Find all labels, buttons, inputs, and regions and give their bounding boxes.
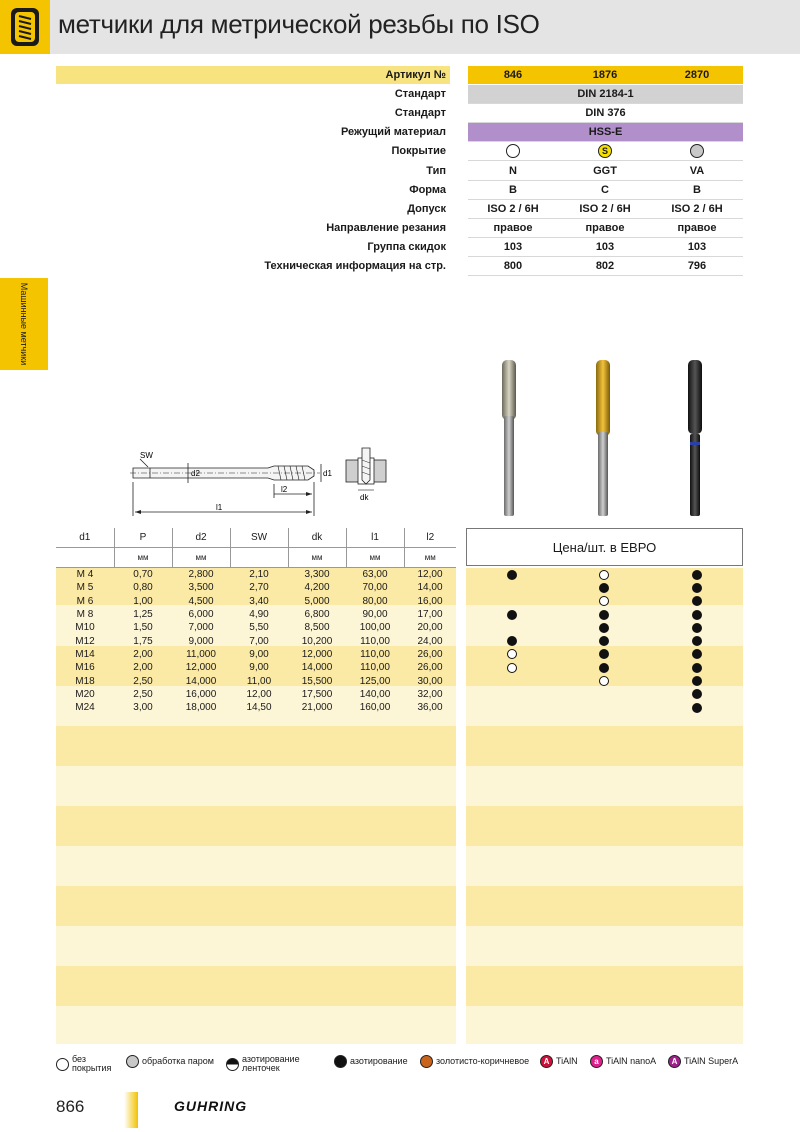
spec-label: Артикул №: [56, 66, 450, 84]
spec-label: Допуск: [407, 202, 446, 215]
table-cell: 9,00: [249, 662, 269, 674]
legend-label: без покрытия: [72, 1054, 112, 1073]
table-cell: 2,10: [249, 569, 269, 581]
spec-value: 103: [595, 240, 615, 253]
spec-value: 796: [687, 260, 707, 272]
table-cell: 70,00: [362, 582, 388, 594]
spec-label: Форма: [409, 183, 446, 196]
row-separator: [468, 275, 743, 276]
column-header: d2: [172, 528, 230, 548]
table-cell: 2,50: [133, 675, 153, 687]
legend-halfblack-circle-icon: [226, 1058, 239, 1071]
table-band: [56, 806, 456, 846]
table-cell: 12,00: [246, 688, 272, 700]
column-header: l2: [404, 528, 456, 548]
table-cell: 140,00: [359, 688, 391, 700]
table-cell: 90,00: [362, 609, 388, 621]
table-cell: 6,000: [188, 609, 214, 621]
table-band: [56, 766, 456, 806]
table-cell: 10,200: [301, 635, 333, 647]
tap-logo-icon: [0, 0, 50, 54]
legend-item: [126, 1055, 214, 1068]
unit-header: [56, 548, 114, 568]
table-cell: 110,00: [360, 662, 390, 674]
brand-bar: [124, 1092, 138, 1128]
legend-label: TiAlN: [556, 1056, 578, 1066]
table-cell: 30,00: [417, 675, 443, 687]
available-dot-icon[interactable]: [692, 570, 702, 580]
table-band: [56, 926, 456, 966]
table-cell: 6,800: [304, 609, 330, 621]
available-dot-icon[interactable]: [599, 583, 609, 593]
unit-header: [230, 548, 288, 568]
table-cell: 1,00: [133, 595, 153, 607]
table-cell: 100,00: [359, 622, 391, 634]
tool-image-1876: [596, 360, 610, 516]
spec-value: C: [601, 183, 609, 196]
table-band: [466, 726, 743, 766]
table-cell: 2,800: [188, 569, 214, 581]
spec-value: ISO 2 / 6H: [579, 202, 631, 215]
spec-value: ISO 2 / 6H: [487, 202, 539, 215]
spec-value: N: [509, 164, 517, 177]
legend-item: [56, 1054, 112, 1073]
spec-label: Тип: [426, 164, 446, 177]
article-number[interactable]: 1876: [592, 69, 618, 81]
drawing-label-l2: l2: [281, 485, 288, 494]
available-dot-icon[interactable]: [692, 610, 702, 620]
table-band: [466, 886, 743, 926]
tool-image-2870: [688, 360, 702, 516]
spec-value: 103: [503, 240, 523, 253]
on-request-dot-icon[interactable]: [599, 570, 609, 580]
spec-value: GGT: [593, 164, 617, 177]
spec-value: B: [693, 183, 701, 196]
table-row: [56, 621, 456, 634]
table-cell: 5,50: [249, 622, 269, 634]
spec-value: B: [509, 183, 517, 196]
table-cell: 9,00: [249, 648, 269, 660]
coating-steam-icon: [690, 144, 704, 158]
table-row: [56, 701, 456, 714]
table-cell: 160,00: [359, 702, 391, 714]
table-row: [56, 634, 456, 647]
table-cell: 18,000: [185, 702, 217, 714]
spec-label: Стандарт: [394, 107, 446, 120]
table-cell: 110,00: [360, 648, 390, 660]
legend-purple-circle-icon: A: [668, 1055, 681, 1068]
unit-header: мм: [288, 548, 346, 568]
column-header: P: [114, 528, 172, 548]
table-cell: 17,00: [417, 609, 443, 621]
table-cell: M 5: [76, 582, 94, 594]
table-cell: 11,00: [246, 675, 272, 687]
table-cell: 16,00: [417, 595, 443, 607]
available-dot-icon[interactable]: [599, 610, 609, 620]
spec-label: Стандарт: [394, 88, 446, 101]
table-band: [466, 966, 743, 1006]
column-header: SW: [230, 528, 288, 548]
legend-item: [226, 1055, 322, 1073]
table-cell: 2,70: [249, 582, 269, 594]
article-number[interactable]: 2870: [684, 69, 710, 81]
table-row: [56, 581, 456, 594]
table-row: [56, 674, 456, 687]
legend-white-circle-icon: [56, 1058, 69, 1071]
table-cell: 24,00: [417, 635, 443, 647]
hole-drawing: [340, 440, 392, 502]
unit-header: мм: [404, 548, 456, 568]
table-cell: 4,500: [188, 595, 214, 607]
legend-item: [420, 1055, 529, 1068]
legend-label: золотисто-коричневое: [436, 1056, 530, 1066]
table-cell: 9,000: [188, 635, 214, 647]
spec-value: правое: [493, 221, 533, 234]
table-cell: M10: [75, 622, 95, 634]
available-dot-icon[interactable]: [599, 623, 609, 633]
table-row: [56, 595, 456, 608]
column-header: d1: [56, 528, 114, 548]
available-dot-icon[interactable]: [692, 676, 702, 686]
table-cell: 0,70: [133, 569, 153, 581]
brand-logo: GUHRING: [174, 1098, 248, 1114]
spec-label: Группа скидок: [367, 240, 446, 253]
table-cell: 1,25: [133, 609, 153, 621]
spec-label: Покрытие: [391, 145, 446, 158]
spec-value: 800: [503, 260, 523, 272]
table-cell: 125,00: [359, 675, 391, 687]
available-dot-icon[interactable]: [507, 610, 517, 620]
table-band: [466, 846, 743, 886]
table-band: [466, 766, 743, 806]
legend-black-circle-icon: [334, 1055, 347, 1068]
table-row: [56, 568, 456, 582]
table-cell: 32,00: [417, 688, 443, 700]
table-cell: 2,50: [133, 688, 153, 700]
table-cell: 14,000: [301, 662, 333, 674]
table-row: [56, 648, 456, 661]
table-band: [466, 806, 743, 846]
table-cell: 7,000: [188, 622, 214, 634]
available-dot-icon[interactable]: [692, 703, 702, 713]
legend-label: азотирование ленточек: [242, 1054, 300, 1073]
table-cell: M20: [75, 688, 95, 700]
table-cell: M 8: [76, 609, 94, 621]
table-cell: M 6: [76, 595, 94, 607]
table-band: [56, 1006, 456, 1044]
legend-label: обработка паром: [142, 1056, 214, 1066]
available-dot-icon[interactable]: [599, 663, 609, 673]
drawing-label-sw: SW: [140, 451, 153, 460]
row-separator: [468, 141, 743, 142]
spec-value: 103: [687, 240, 707, 253]
spec-label: Направление резания: [326, 221, 446, 234]
table-band: [466, 926, 743, 966]
drawing-label-l1: l1: [216, 503, 223, 512]
table-row: [56, 688, 456, 701]
spec-label: Режущий материал: [340, 126, 446, 139]
table-cell: 5,000: [304, 595, 330, 607]
table-cell: M24: [75, 702, 95, 714]
coating-steam-s-icon: S: [598, 144, 612, 158]
table-band: [56, 966, 456, 1006]
table-cell: 3,500: [188, 582, 214, 594]
section-side-tab[interactable]: [0, 278, 48, 370]
table-cell: 20,00: [417, 622, 443, 634]
table-cell: 80,00: [362, 595, 388, 607]
unit-header: мм: [346, 548, 404, 568]
table-cell: 1,75: [133, 635, 153, 647]
table-band: [56, 726, 456, 766]
table-row: [56, 608, 456, 621]
spec-label: Техническая информация на стр.: [264, 260, 446, 272]
on-request-dot-icon[interactable]: [507, 663, 517, 673]
available-dot-icon[interactable]: [692, 583, 702, 593]
coating-none-icon: [506, 144, 520, 158]
table-cell: 7,00: [249, 635, 269, 647]
on-request-dot-icon[interactable]: [599, 676, 609, 686]
page-title: метчики для метрической резьбы по ISO: [58, 9, 540, 39]
available-dot-icon[interactable]: [692, 663, 702, 673]
unit-header: мм: [114, 548, 172, 568]
legend-grey-circle-icon: [126, 1055, 139, 1068]
article-number[interactable]: 846: [503, 69, 523, 81]
table-cell: 12,00: [417, 569, 443, 581]
table-cell: 15,500: [301, 675, 333, 687]
table-cell: 8,500: [304, 622, 330, 634]
table-row: [56, 661, 456, 674]
table-cell: 12,000: [185, 662, 217, 674]
legend-red-circle-icon: A: [540, 1055, 553, 1068]
legend-item: [668, 1055, 738, 1068]
spec-span-value: DIN 376: [585, 107, 626, 120]
spec-value: ISO 2 / 6H: [671, 202, 723, 215]
table-cell: 36,00: [417, 702, 443, 714]
table-cell: 21,000: [301, 702, 333, 714]
available-dot-icon[interactable]: [692, 623, 702, 633]
table-cell: M18: [75, 675, 95, 687]
table-cell: 17,500: [301, 688, 333, 700]
unit-header: мм: [172, 548, 230, 568]
spec-value: 802: [595, 260, 615, 272]
table-cell: 2,00: [133, 662, 153, 674]
column-header: dk: [288, 528, 346, 548]
legend-item: [540, 1055, 578, 1068]
table-cell: 26,00: [417, 662, 443, 674]
legend-label: азотирование: [350, 1056, 408, 1066]
table-cell: 63,00: [362, 569, 388, 581]
spec-span-value: DIN 2184-1: [468, 85, 743, 103]
spec-value: VA: [689, 164, 705, 177]
table-cell: M16: [75, 662, 95, 674]
table-cell: 1,50: [133, 622, 153, 634]
drawing-label-d2: d2: [191, 469, 200, 478]
table-cell: 26,00: [417, 648, 443, 660]
drawing-label-d1: d1: [323, 469, 332, 478]
page-number: 866: [56, 1097, 85, 1116]
legend-brown-circle-icon: [420, 1055, 433, 1068]
table-cell: 14,000: [185, 675, 217, 687]
table-cell: 12,000: [301, 648, 333, 660]
legend-label: TiAlN nanoA: [606, 1056, 657, 1066]
table-band: [56, 886, 456, 926]
table-cell: 2,00: [133, 648, 153, 660]
coating-legend: [56, 1055, 746, 1077]
table-cell: 3,300: [304, 569, 330, 581]
price-header: Цена/шт. в ЕВРО: [466, 528, 743, 566]
table-cell: M12: [75, 635, 95, 647]
table-cell: 0,80: [133, 582, 153, 594]
table-band: [466, 1006, 743, 1044]
legend-item: [590, 1055, 656, 1068]
table-cell: 4,90: [249, 609, 269, 621]
table-cell: 14,50: [246, 702, 272, 714]
dimensions-table: [56, 528, 456, 714]
column-header: l1: [346, 528, 404, 548]
table-cell: 14,00: [417, 582, 443, 594]
table-cell: 16,000: [185, 688, 217, 700]
table-cell: 3,40: [249, 595, 269, 607]
drawing-label-dk: dk: [360, 493, 369, 502]
table-cell: 11,000: [186, 648, 216, 660]
table-cell: M14: [75, 648, 95, 660]
legend-pink-circle-icon: a: [590, 1055, 603, 1068]
table-cell: 4,200: [304, 582, 330, 594]
table-cell: M 4: [76, 569, 94, 581]
legend-item: [334, 1055, 408, 1068]
spec-span-value: HSS-E: [468, 123, 743, 141]
spec-value: правое: [677, 221, 717, 234]
legend-label: TiAlN SuperA: [684, 1056, 739, 1066]
table-cell: 110,00: [360, 635, 390, 647]
tool-image-846: [502, 360, 516, 516]
spec-value: правое: [585, 221, 625, 234]
table-cell: 3,00: [133, 702, 153, 714]
available-dot-icon[interactable]: [507, 570, 517, 580]
tool-images: [488, 356, 738, 522]
table-band: [56, 846, 456, 886]
side-tab-label: Машинные метчики: [19, 282, 29, 366]
